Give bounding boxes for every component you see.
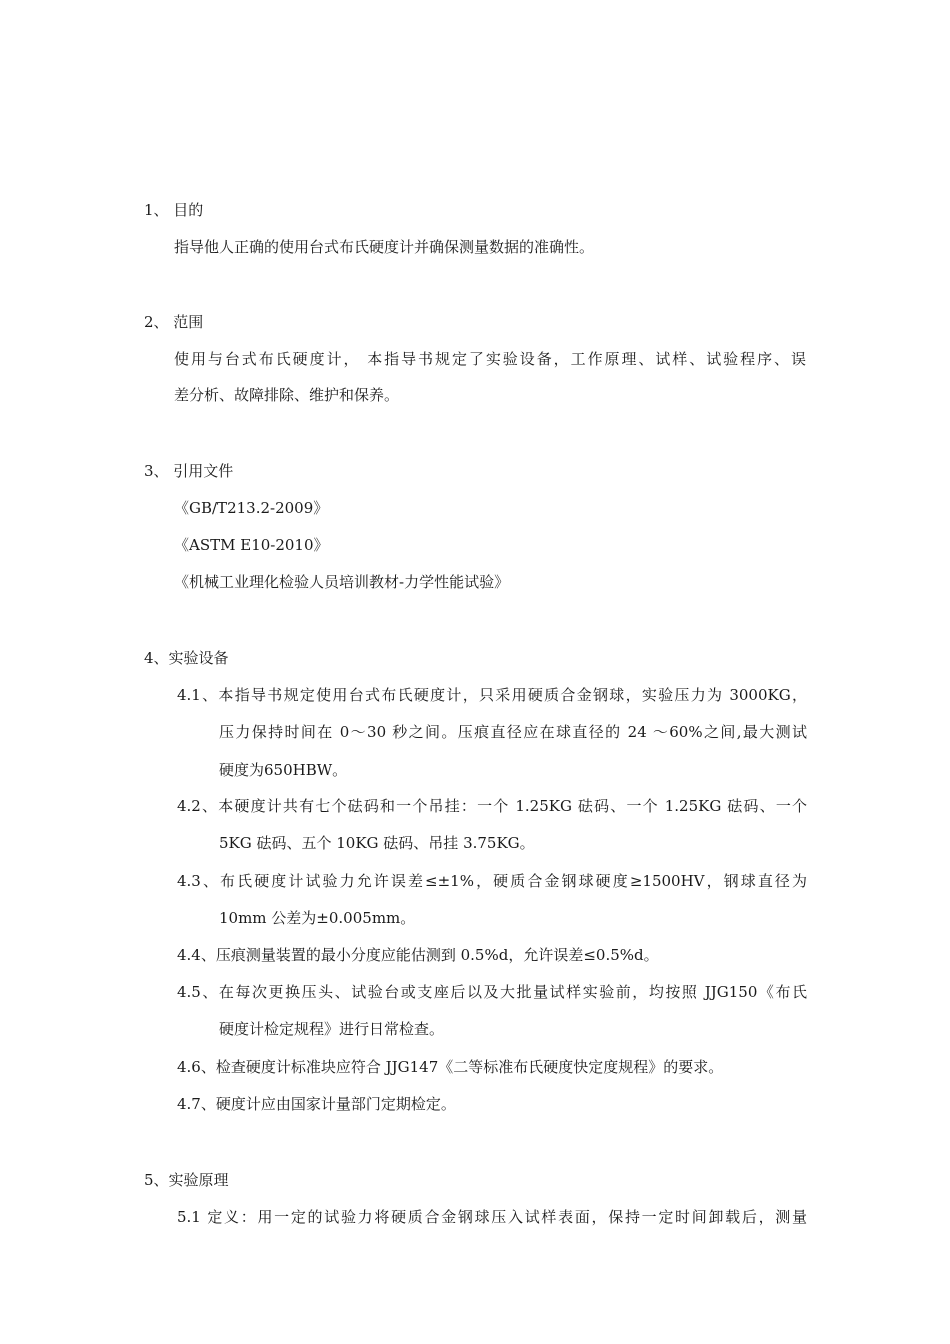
section-4-heading: 4、实验设备 [144, 649, 229, 667]
item-4-4-line-1: 4.4、压痕测量装置的最小分度应能估测到 0.5%d，允许误差≤0.5%d。 [177, 946, 659, 964]
reference-item: 《机械工业理化检验人员培训教材-力学性能试验》 [174, 573, 510, 591]
item-4-3-line-2: 10mm 公差为±0.005mm。 [219, 909, 416, 927]
section-2-body-line-1: 使用与台式布氏硬度计， 本指导书规定了实验设备，工作原理、试样、试验程序、误 [174, 350, 806, 368]
section-1-body: 指导他人正确的使用台式布氏硬度计并确保测量数据的准确性。 [174, 238, 595, 256]
reference-item: 《GB/T213.2-2009》 [174, 499, 329, 517]
reference-item: 《ASTM E10-2010》 [174, 536, 329, 554]
item-4-3-line-1: 4.3、布氏硬度计试验力允许误差≤±1%，硬质合金钢球硬度≥1500HV，钢球直径为 [177, 872, 807, 890]
section-3-heading: 3、 引用文件 [144, 462, 234, 480]
item-4-1-line-1: 4.1、本指导书规定使用台式布氏硬度计，只采用硬质合金钢球，实验压力为 3000KG， [177, 686, 807, 704]
item-4-2-line-1: 4.2、本硬度计共有七个砝码和一个吊挂：一个 1.25KG 砝码、一个 1.25KG 砝码、一个 [177, 797, 807, 815]
item-4-1-line-3: 硬度为650HBW。 [219, 761, 348, 779]
section-2-heading: 2、 范围 [144, 313, 204, 331]
item-5-1-line-1: 5.1 定义：用一定的试验力将硬质合金钢球压入试样表面，保持一定时间卸载后，测量 [177, 1208, 807, 1226]
item-4-2-line-2: 5KG 砝码、五个 10KG 砝码、吊挂 3.75KG。 [219, 834, 535, 852]
item-4-6-line-1: 4.6、检查硬度计标准块应符合 JJG147《二等标准布氏硬度快定度规程》的要求。 [177, 1058, 724, 1076]
section-2-body-line-2: 差分析、故障排除、维护和保养。 [174, 386, 400, 404]
section-5-heading: 5、实验原理 [144, 1171, 229, 1189]
section-1-heading: 1、 目的 [144, 201, 204, 219]
item-4-7-line-1: 4.7、硬度计应由国家计量部门定期检定。 [177, 1095, 456, 1113]
item-4-1-line-2: 压力保持时间在 0～30 秒之间。压痕直径应在球直径的 24 ～60%之间,最大测试 [219, 723, 807, 741]
item-4-5-line-1: 4.5、在每次更换压头、试验台或支座后以及大批量试样实验前，均按照 JJG150《布氏 [177, 983, 807, 1001]
item-4-5-line-2: 硬度计检定规程》进行日常检查。 [219, 1020, 445, 1038]
